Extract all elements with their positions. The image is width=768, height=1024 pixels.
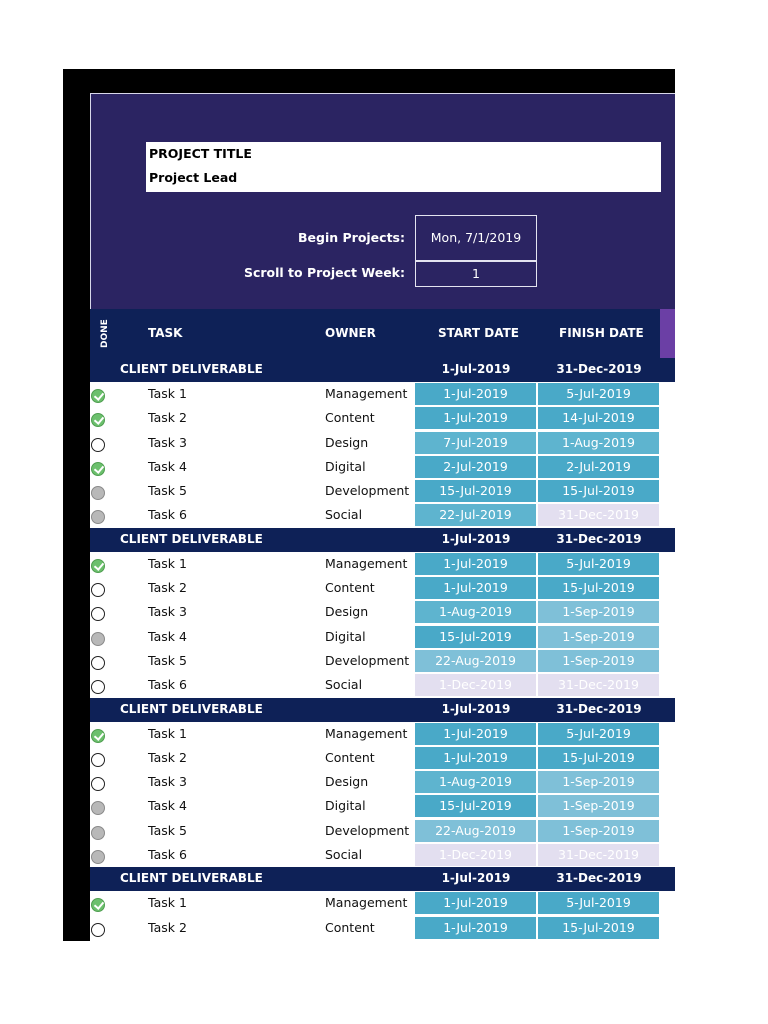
task-owner[interactable]: Content <box>325 749 375 765</box>
empty-circle-icon[interactable] <box>91 656 105 670</box>
task-name[interactable]: Task 3 <box>148 434 187 450</box>
grey-circle-icon[interactable] <box>91 632 105 646</box>
task-owner[interactable]: Digital <box>325 798 366 814</box>
task-table <box>90 358 675 940</box>
task-finish-date[interactable]: 5-Jul-2019 <box>538 723 659 745</box>
empty-circle-icon[interactable] <box>91 583 105 597</box>
task-start-date[interactable]: 1-Jul-2019 <box>415 723 536 745</box>
check-circle-icon[interactable] <box>91 898 105 912</box>
group-label: CLIENT DELIVERABLE <box>120 362 263 376</box>
task-name[interactable]: Task 2 <box>148 749 187 765</box>
task-name[interactable]: Task 6 <box>148 677 187 693</box>
task-name[interactable]: Task 2 <box>148 580 187 596</box>
task-start-date[interactable]: 22-Aug-2019 <box>415 650 536 672</box>
begin-date-input[interactable]: Mon, 7/1/2019 <box>415 215 537 261</box>
task-finish-date[interactable]: 15-Jul-2019 <box>538 577 659 599</box>
column-header-row <box>90 309 660 358</box>
group-start-date: 1-Jul-2019 <box>441 871 511 886</box>
task-finish-date[interactable]: 1-Aug-2019 <box>538 432 659 454</box>
group-header-row <box>90 698 675 722</box>
check-circle-icon[interactable] <box>91 559 105 573</box>
group-label: CLIENT DELIVERABLE <box>120 531 263 546</box>
table-row <box>90 576 675 600</box>
task-name[interactable]: Task 5 <box>148 483 187 499</box>
table-row <box>90 503 675 527</box>
task-owner[interactable]: Design <box>325 604 369 620</box>
task-start-date[interactable]: 1-Jul-2019 <box>415 892 536 914</box>
task-owner[interactable]: Social <box>325 507 363 523</box>
group-start-date: 1-Jul-2019 <box>441 362 511 376</box>
task-start-date[interactable]: 1-Jul-2019 <box>415 747 536 769</box>
task-name[interactable]: Task 1 <box>148 725 187 741</box>
task-owner[interactable]: Development <box>325 822 410 838</box>
task-name[interactable]: Task 4 <box>148 628 187 644</box>
task-finish-date[interactable]: 1-Sep-2019 <box>538 820 659 842</box>
group-finish-date: 31-Dec-2019 <box>556 701 642 716</box>
group-header-row <box>90 358 675 382</box>
scroll-week-label: Scroll to Project Week: <box>243 265 405 280</box>
task-finish-date[interactable]: 1-Sep-2019 <box>538 650 659 672</box>
table-row <box>90 794 675 818</box>
task-start-date[interactable]: 15-Jul-2019 <box>415 795 536 817</box>
group-finish-date: 31-Dec-2019 <box>556 531 642 546</box>
task-start-date[interactable]: 1-Jul-2019 <box>415 553 536 575</box>
check-circle-icon[interactable] <box>91 413 105 427</box>
task-finish-date[interactable]: 15-Jul-2019 <box>538 747 659 769</box>
grey-circle-icon[interactable] <box>91 801 105 815</box>
task-name[interactable]: Task 5 <box>148 822 187 838</box>
task-owner[interactable]: Development <box>325 483 410 499</box>
task-owner[interactable]: Design <box>325 434 369 450</box>
table-row <box>90 916 675 940</box>
table-row <box>90 382 675 406</box>
empty-circle-icon[interactable] <box>91 923 105 937</box>
task-start-date[interactable]: 1-Aug-2019 <box>415 771 536 793</box>
task-name[interactable]: Task 2 <box>148 919 187 935</box>
task-finish-date[interactable]: 31-Dec-2019 <box>538 674 659 696</box>
group-finish-date: 31-Dec-2019 <box>556 362 642 376</box>
task-name[interactable]: Task 5 <box>148 652 187 668</box>
grey-circle-icon[interactable] <box>91 486 105 500</box>
task-start-date[interactable]: 1-Jul-2019 <box>415 577 536 599</box>
task-name[interactable]: Task 4 <box>148 798 187 814</box>
table-row <box>90 455 675 479</box>
begin-projects-label: Begin Projects: <box>298 230 405 245</box>
check-circle-icon[interactable] <box>91 462 105 476</box>
column-header-accent <box>660 309 675 358</box>
column-start-date: START DATE <box>438 326 519 340</box>
group-start-date: 1-Jul-2019 <box>441 701 511 716</box>
column-finish-date: FINISH DATE <box>559 326 644 340</box>
task-owner[interactable]: Content <box>325 580 375 596</box>
task-name[interactable]: Task 6 <box>148 507 187 523</box>
group-label: CLIENT DELIVERABLE <box>120 871 263 886</box>
group-finish-date: 31-Dec-2019 <box>556 871 642 886</box>
task-finish-date[interactable]: 5-Jul-2019 <box>538 892 659 914</box>
task-name[interactable]: Task 2 <box>148 410 187 426</box>
task-start-date[interactable]: 15-Jul-2019 <box>415 480 536 502</box>
task-start-date[interactable]: 2-Jul-2019 <box>415 456 536 478</box>
task-start-date[interactable]: 7-Jul-2019 <box>415 432 536 454</box>
task-finish-date[interactable]: 2-Jul-2019 <box>538 456 659 478</box>
task-owner[interactable]: Management <box>325 725 408 741</box>
table-row <box>90 431 675 455</box>
table-row <box>90 625 675 649</box>
table-row <box>90 600 675 624</box>
sheet-frame-left <box>63 69 90 941</box>
task-owner[interactable]: Digital <box>325 628 366 644</box>
column-done: DONE <box>100 319 110 349</box>
task-owner[interactable]: Content <box>325 410 375 426</box>
task-name[interactable]: Task 1 <box>148 895 187 911</box>
project-title-box[interactable] <box>146 142 661 192</box>
table-row <box>90 819 675 843</box>
task-finish-date[interactable]: 5-Jul-2019 <box>538 553 659 575</box>
empty-circle-icon[interactable] <box>91 777 105 791</box>
sheet-frame-top <box>63 69 675 93</box>
table-row <box>90 406 675 430</box>
scroll-week-input[interactable]: 1 <box>415 261 537 287</box>
task-finish-date[interactable]: 15-Jul-2019 <box>538 917 659 939</box>
task-owner[interactable]: Management <box>325 895 408 911</box>
check-circle-icon[interactable] <box>91 729 105 743</box>
table-row <box>90 770 675 794</box>
table-row <box>90 673 675 697</box>
task-owner[interactable]: Social <box>325 677 363 693</box>
task-start-date[interactable]: 1-Jul-2019 <box>415 917 536 939</box>
grey-circle-icon[interactable] <box>91 510 105 524</box>
task-start-date[interactable]: 22-Aug-2019 <box>415 820 536 842</box>
task-owner[interactable]: Development <box>325 652 410 668</box>
task-finish-date[interactable]: 1-Sep-2019 <box>538 626 659 648</box>
task-finish-date[interactable]: 15-Jul-2019 <box>538 480 659 502</box>
task-finish-date[interactable]: 1-Sep-2019 <box>538 771 659 793</box>
task-finish-date[interactable]: 31-Dec-2019 <box>538 844 659 866</box>
task-start-date[interactable]: 1-Aug-2019 <box>415 601 536 623</box>
task-start-date[interactable]: 1-Dec-2019 <box>415 674 536 696</box>
empty-circle-icon[interactable] <box>91 680 105 694</box>
task-start-date[interactable]: 1-Jul-2019 <box>415 407 536 429</box>
grey-circle-icon[interactable] <box>91 826 105 840</box>
task-finish-date[interactable]: 14-Jul-2019 <box>538 407 659 429</box>
check-circle-icon[interactable] <box>91 389 105 403</box>
task-finish-date[interactable]: 1-Sep-2019 <box>538 795 659 817</box>
task-owner[interactable]: Content <box>325 919 375 935</box>
task-start-date[interactable]: 1-Jul-2019 <box>415 383 536 405</box>
table-row <box>90 479 675 503</box>
task-name[interactable]: Task 3 <box>148 774 187 790</box>
task-owner[interactable]: Design <box>325 774 369 790</box>
group-start-date: 1-Jul-2019 <box>441 531 511 546</box>
group-header-row <box>90 867 675 891</box>
group-header-row <box>90 528 675 552</box>
task-name[interactable]: Task 4 <box>148 458 187 474</box>
column-owner: OWNER <box>325 326 376 340</box>
table-row <box>90 649 675 673</box>
empty-circle-icon[interactable] <box>91 607 105 621</box>
task-owner[interactable]: Social <box>325 847 363 863</box>
task-name[interactable]: Task 1 <box>148 555 187 571</box>
task-finish-date[interactable]: 1-Sep-2019 <box>538 601 659 623</box>
task-owner[interactable]: Management <box>325 386 408 401</box>
table-row <box>90 843 675 867</box>
task-start-date[interactable]: 22-Jul-2019 <box>415 504 536 526</box>
task-owner[interactable]: Management <box>325 555 408 571</box>
grey-circle-icon[interactable] <box>91 850 105 864</box>
project-title[interactable]: PROJECT TITLE <box>149 146 252 161</box>
project-lead[interactable]: Project Lead <box>149 170 238 185</box>
task-name[interactable]: Task 1 <box>148 386 187 401</box>
task-start-date[interactable]: 15-Jul-2019 <box>415 626 536 648</box>
task-finish-date[interactable]: 5-Jul-2019 <box>538 383 659 405</box>
task-name[interactable]: Task 6 <box>148 847 187 863</box>
empty-circle-icon[interactable] <box>91 438 105 452</box>
table-row <box>90 722 675 746</box>
table-row <box>90 746 675 770</box>
task-finish-date[interactable]: 31-Dec-2019 <box>538 504 659 526</box>
empty-circle-icon[interactable] <box>91 753 105 767</box>
group-label: CLIENT DELIVERABLE <box>120 701 263 716</box>
task-owner[interactable]: Digital <box>325 458 366 474</box>
task-start-date[interactable]: 1-Dec-2019 <box>415 844 536 866</box>
task-name[interactable]: Task 3 <box>148 604 187 620</box>
table-row <box>90 552 675 576</box>
column-task: TASK <box>148 326 183 340</box>
table-row <box>90 891 675 915</box>
